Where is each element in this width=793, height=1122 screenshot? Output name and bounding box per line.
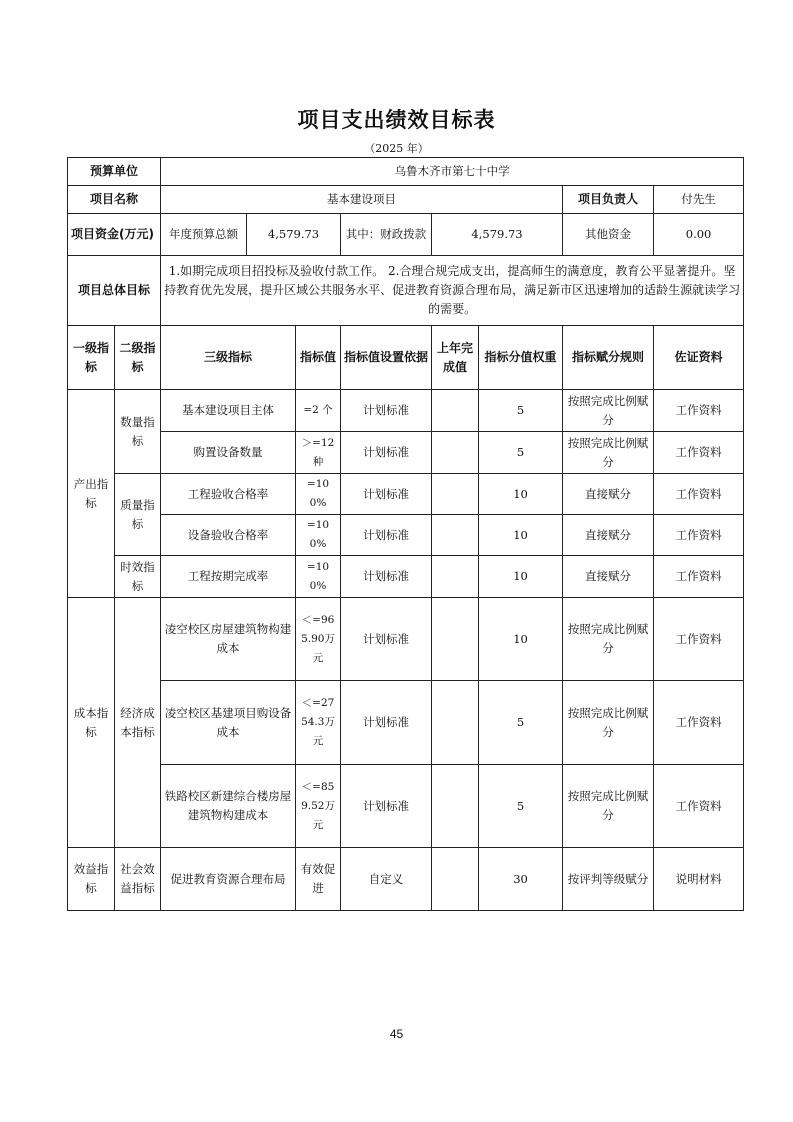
- indicator-value: ＞=12种: [296, 432, 341, 474]
- indicator-last-year: [432, 432, 479, 474]
- indicator-rule: 按照完成比例赋分: [563, 432, 654, 474]
- indicator-value: 有效促进: [296, 848, 341, 911]
- indicator-weight: 10: [479, 598, 563, 681]
- indicator-rule: 直接赋分: [563, 556, 654, 598]
- table-row: [68, 432, 744, 474]
- indicator-rule: 按评判等级赋分: [563, 848, 654, 911]
- indicator-weight: 5: [479, 432, 563, 474]
- page-title: 项目支出绩效目标表: [297, 108, 496, 132]
- indicator-evidence: 工作资料: [654, 556, 744, 598]
- indicator-rule: 按照完成比例赋分: [563, 765, 654, 848]
- subgroup-quality: 质量指标: [115, 474, 161, 556]
- indicator-weight: 5: [479, 390, 563, 432]
- indicator-name: 铁路校区新建综合楼房屋建筑物构建成本: [161, 765, 296, 848]
- subgroup-timeliness: 时效指标: [115, 556, 161, 598]
- indicator-last-year: [432, 390, 479, 432]
- indicator-last-year: [432, 598, 479, 681]
- indicator-evidence: 工作资料: [654, 681, 744, 765]
- performance-table: [67, 157, 744, 911]
- table-row: [68, 474, 744, 515]
- table-row: [68, 515, 744, 556]
- indicator-last-year: [432, 848, 479, 911]
- overall-goal-label: 项目总体目标: [68, 256, 161, 326]
- indicator-rule: 按照完成比例赋分: [563, 598, 654, 681]
- indicator-rule: 直接赋分: [563, 474, 654, 515]
- indicator-basis: 自定义: [341, 848, 432, 911]
- indicator-value: =2 个: [296, 390, 341, 432]
- subgroup-quantity: 数量指标: [115, 390, 161, 474]
- indicator-name: 工程验收合格率: [161, 474, 296, 515]
- year-label: （2025 年）: [364, 142, 429, 155]
- indicator-basis: 计划标准: [341, 765, 432, 848]
- fiscal-value: 4,579.73: [432, 214, 563, 256]
- indicator-rule: 按照完成比例赋分: [563, 390, 654, 432]
- overall-goal-text: 1.如期完成项目招投标及验收付款工作。 2.合理合规完成支出，提高师生的满意度，教育公平显著提升。坚持教育优先发展，提升区域公共服务水平、促进教育资源合理布局，满足新市区迅速增加的适龄生源就读学习的需要。: [161, 256, 744, 326]
- fiscal-label: 其中：财政拨款: [341, 214, 432, 256]
- indicator-basis: 计划标准: [341, 390, 432, 432]
- indicator-basis: 计划标准: [341, 432, 432, 474]
- indicator-header-row: [68, 326, 744, 390]
- indicator-name: 促进教育资源合理布局: [161, 848, 296, 911]
- indicator-name: 工程按期完成率: [161, 556, 296, 598]
- annual-budget-label: 年度预算总额: [161, 214, 247, 256]
- header-scoring: 指标赋分规则: [563, 326, 654, 390]
- indicator-evidence: 工作资料: [654, 598, 744, 681]
- indicator-basis: 计划标准: [341, 474, 432, 515]
- group-benefit: 效益指标: [68, 848, 115, 911]
- indicator-last-year: [432, 765, 479, 848]
- table-row: [68, 765, 744, 848]
- indicator-weight: 10: [479, 556, 563, 598]
- header-basis: 指标值设置依据: [341, 326, 432, 390]
- header-level1: 一级指标: [68, 326, 115, 390]
- header-value: 指标值: [296, 326, 341, 390]
- indicator-rule: 直接赋分: [563, 515, 654, 556]
- indicator-value: =100%: [296, 515, 341, 556]
- project-funds-label: 项目资金(万元): [68, 214, 161, 256]
- indicator-weight: 10: [479, 474, 563, 515]
- indicator-rule: 按照完成比例赋分: [563, 681, 654, 765]
- indicator-name: 购置设备数量: [161, 432, 296, 474]
- indicator-value: =100%: [296, 556, 341, 598]
- indicator-evidence: 工作资料: [654, 390, 744, 432]
- indicator-name: 基本建设项目主体: [161, 390, 296, 432]
- indicator-weight: 10: [479, 515, 563, 556]
- page-number: 45: [389, 1027, 404, 1041]
- header-last-year: 上年完成值: [432, 326, 479, 390]
- header-level2: 二级指标: [115, 326, 161, 390]
- budget-unit-row: [68, 158, 744, 186]
- project-name-label: 项目名称: [68, 186, 161, 214]
- indicator-basis: 计划标准: [341, 681, 432, 765]
- indicator-value: ＜=2754.3万元: [296, 681, 341, 765]
- indicator-basis: 计划标准: [341, 515, 432, 556]
- overall-goal-row: [68, 256, 744, 326]
- indicator-evidence: 工作资料: [654, 515, 744, 556]
- indicator-basis: 计划标准: [341, 556, 432, 598]
- table-row: [68, 556, 744, 598]
- indicator-evidence: 工作资料: [654, 432, 744, 474]
- other-funds-label: 其他资金: [563, 214, 654, 256]
- indicator-last-year: [432, 681, 479, 765]
- annual-budget-value: 4,579.73: [247, 214, 341, 256]
- indicator-basis: 计划标准: [341, 598, 432, 681]
- indicator-weight: 5: [479, 681, 563, 765]
- budget-unit-value: 乌鲁木齐市第七十中学: [161, 158, 744, 186]
- indicator-last-year: [432, 474, 479, 515]
- table-row: [68, 390, 744, 432]
- header-evidence: 佐证资料: [654, 326, 744, 390]
- indicator-weight: 5: [479, 765, 563, 848]
- other-funds-value: 0.00: [654, 214, 744, 256]
- indicator-last-year: [432, 556, 479, 598]
- indicator-value: ＜=965.90万元: [296, 598, 341, 681]
- table-row: [68, 848, 744, 911]
- indicator-evidence: 说明材料: [654, 848, 744, 911]
- indicator-evidence: 工作资料: [654, 474, 744, 515]
- group-cost: 成本指标: [68, 598, 115, 848]
- indicator-value: =100%: [296, 474, 341, 515]
- project-name-value: 基本建设项目: [161, 186, 563, 214]
- table-row: [68, 598, 744, 681]
- subgroup-social-benefit: 社会效益指标: [115, 848, 161, 911]
- indicator-value: ＜=859.52万元: [296, 765, 341, 848]
- subgroup-economic-cost: 经济成本指标: [115, 598, 161, 848]
- header-level3: 三级指标: [161, 326, 296, 390]
- indicator-last-year: [432, 515, 479, 556]
- header-weight: 指标分值权重: [479, 326, 563, 390]
- indicator-name: 凌空校区基建项目购设备成本: [161, 681, 296, 765]
- project-lead-label: 项目负责人: [563, 186, 654, 214]
- group-output: 产出指标: [68, 390, 115, 598]
- indicator-evidence: 工作资料: [654, 765, 744, 848]
- project-name-row: [68, 186, 744, 214]
- table-row: [68, 681, 744, 765]
- indicator-name: 设备验收合格率: [161, 515, 296, 556]
- indicator-weight: 30: [479, 848, 563, 911]
- indicator-name: 凌空校区房屋建筑物构建成本: [161, 598, 296, 681]
- budget-unit-label: 预算单位: [68, 158, 161, 186]
- funds-row: [68, 214, 744, 256]
- project-lead-value: 付先生: [654, 186, 744, 214]
